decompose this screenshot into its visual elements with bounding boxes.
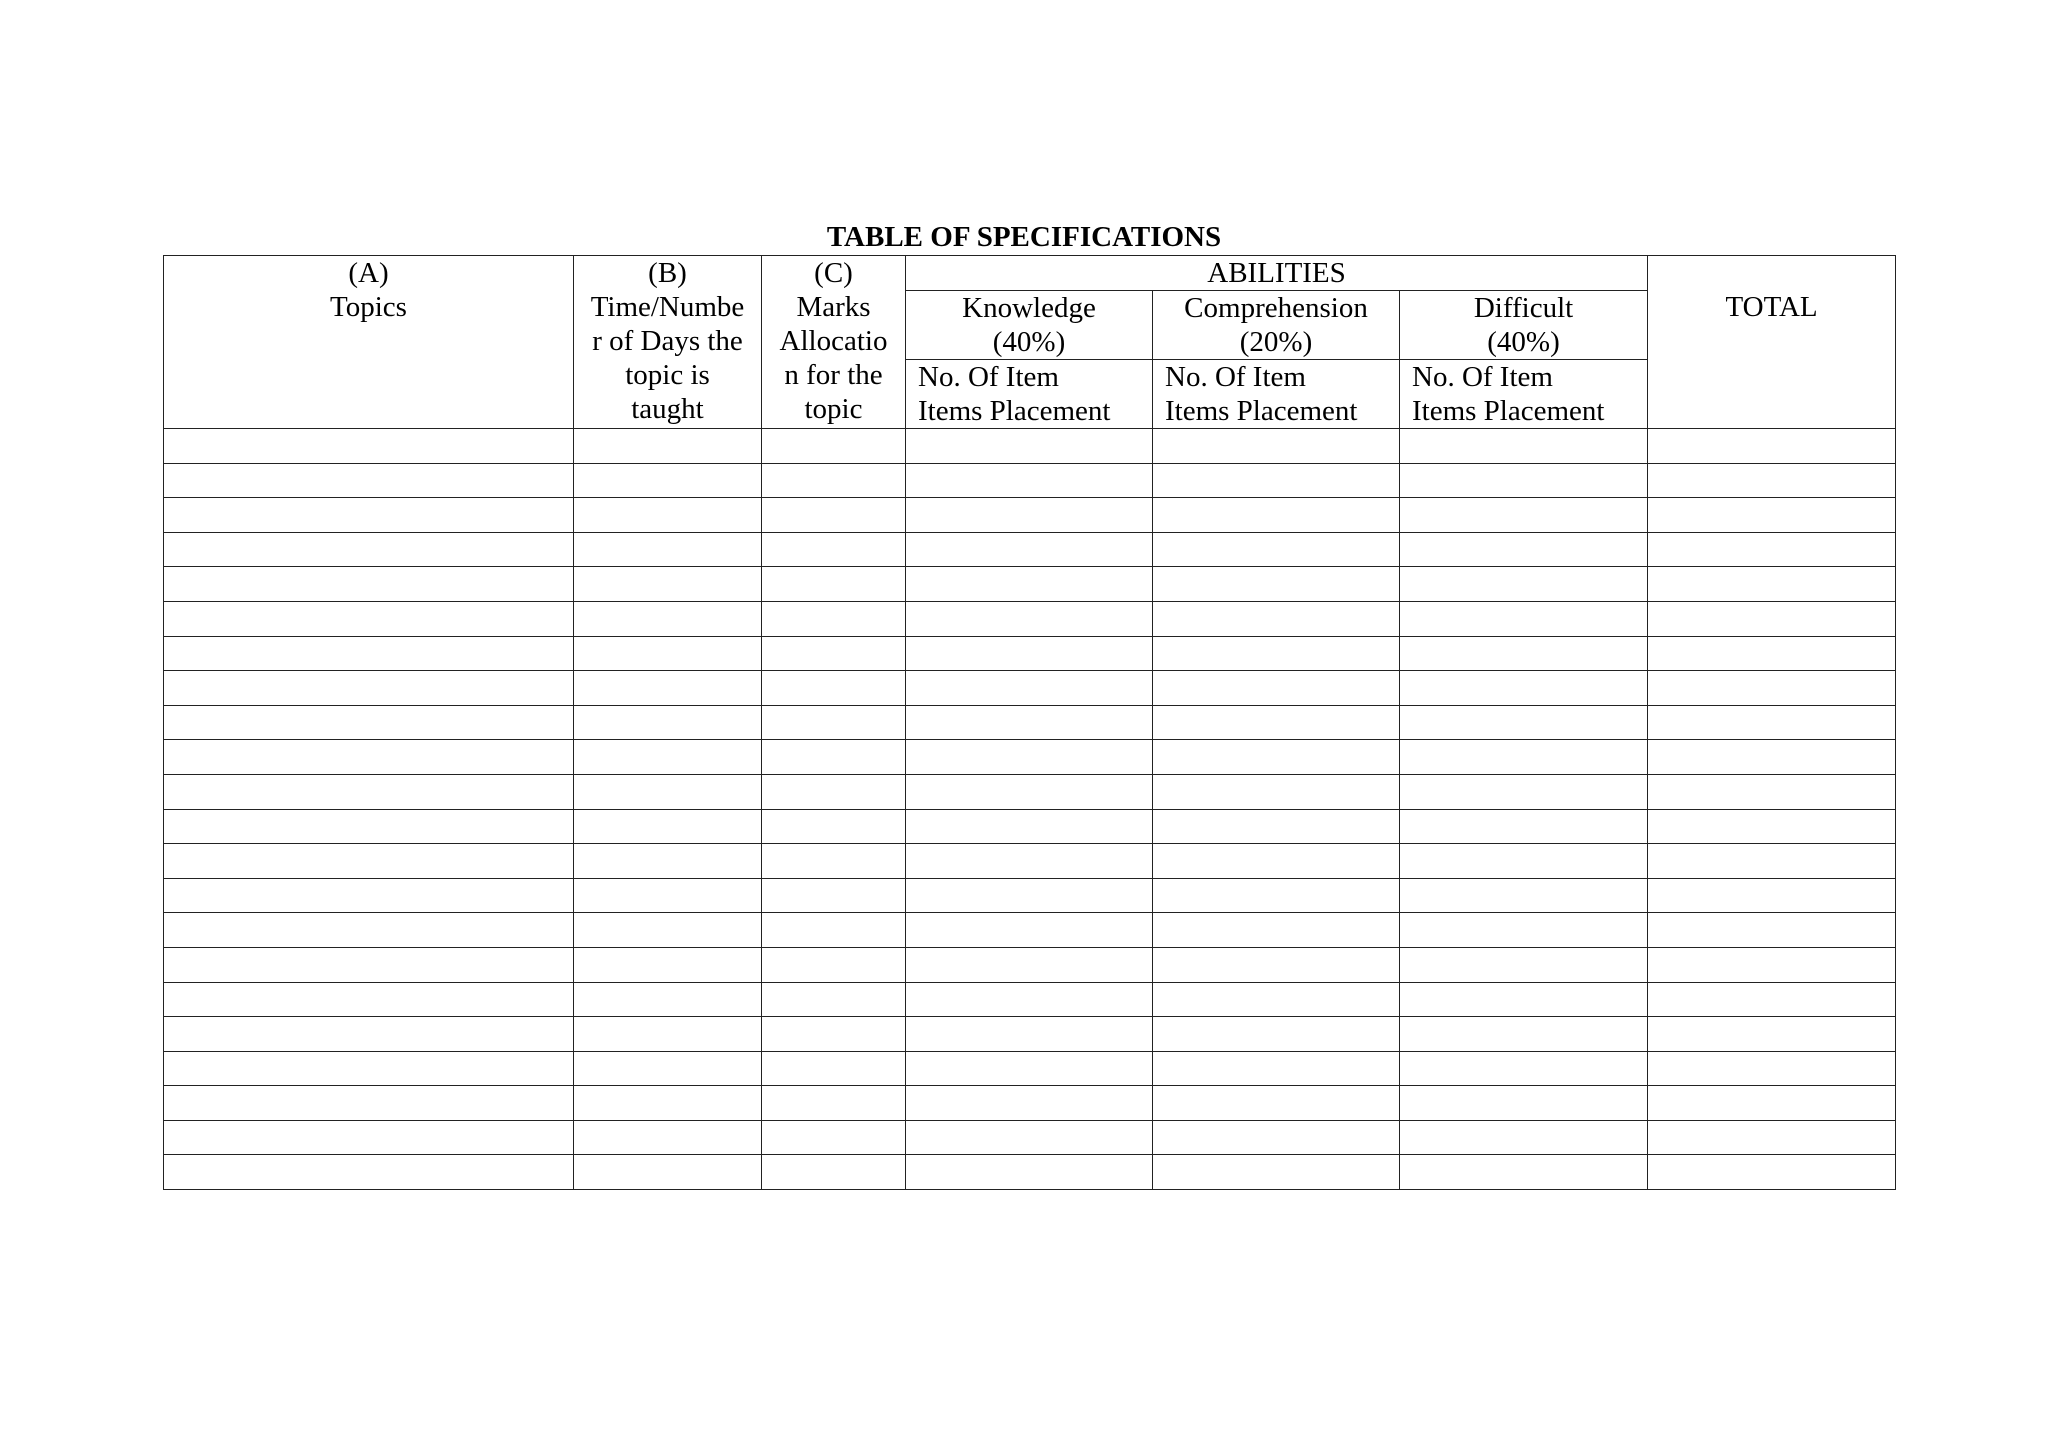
table-cell[interactable] [1400, 671, 1648, 706]
table-cell[interactable] [762, 947, 906, 982]
comprehension-sub-1: No. Of Item [1165, 361, 1306, 393]
table-cell[interactable] [574, 498, 762, 533]
header-marks-line-1: Marks [796, 291, 871, 323]
table-row [164, 982, 1896, 1017]
table-row [164, 947, 1896, 982]
knowledge-subheader [906, 360, 1153, 429]
table-cell[interactable] [1400, 1120, 1648, 1155]
header-topics-label: Topics [330, 291, 407, 323]
header-topics [164, 256, 574, 429]
table-row [164, 429, 1896, 464]
table-cell[interactable] [906, 844, 1153, 879]
table-cell[interactable] [574, 913, 762, 948]
table-cell[interactable] [164, 498, 574, 533]
header-time-line-2: r of Days the [592, 325, 743, 357]
table-cell[interactable] [1400, 1155, 1648, 1190]
table-cell[interactable] [164, 878, 574, 913]
table-row [164, 740, 1896, 775]
table-row [164, 1120, 1896, 1155]
table-cell[interactable] [164, 774, 574, 809]
table-row [164, 498, 1896, 533]
table-cell[interactable] [164, 429, 574, 464]
header-marks-letter: (C) [814, 257, 853, 289]
table-cell[interactable] [1648, 1086, 1896, 1121]
difficult-name: Difficult [1473, 292, 1574, 324]
table-cell[interactable] [164, 601, 574, 636]
table-cell[interactable] [164, 913, 574, 948]
table-cell[interactable] [906, 1086, 1153, 1121]
table-cell[interactable] [1400, 913, 1648, 948]
table-cell[interactable] [164, 1120, 574, 1155]
table-cell[interactable] [1648, 1051, 1896, 1086]
table-cell[interactable] [762, 1120, 906, 1155]
table-cell[interactable] [574, 463, 762, 498]
table-cell[interactable] [906, 532, 1153, 567]
table-cell[interactable] [164, 1086, 574, 1121]
table-cell[interactable] [762, 567, 906, 602]
header-knowledge [906, 291, 1153, 360]
table-cell[interactable] [906, 1051, 1153, 1086]
table-cell[interactable] [906, 740, 1153, 775]
header-abilities: ABILITIES [906, 256, 1648, 291]
table-cell[interactable] [164, 567, 574, 602]
difficult-subheader [1400, 360, 1648, 429]
table-cell[interactable] [1400, 532, 1648, 567]
table-cell[interactable] [164, 636, 574, 671]
comprehension-subheader [1153, 360, 1400, 429]
table-cell[interactable] [574, 601, 762, 636]
table-cell[interactable] [1153, 878, 1400, 913]
table-cell[interactable] [1648, 982, 1896, 1017]
table-cell[interactable] [906, 429, 1153, 464]
table-cell[interactable] [1400, 1017, 1648, 1052]
table-cell[interactable] [1648, 671, 1896, 706]
table-row [164, 809, 1896, 844]
table-cell[interactable] [574, 532, 762, 567]
table-cell[interactable] [1648, 567, 1896, 602]
table-cell[interactable] [1400, 567, 1648, 602]
header-time-letter: (B) [648, 257, 687, 289]
table-cell[interactable] [906, 1120, 1153, 1155]
table-cell[interactable] [1153, 601, 1400, 636]
table-cell[interactable] [1400, 844, 1648, 879]
table-cell[interactable] [574, 1051, 762, 1086]
table-cell[interactable] [906, 498, 1153, 533]
table-cell[interactable] [906, 878, 1153, 913]
table-cell[interactable] [1400, 809, 1648, 844]
table-row [164, 601, 1896, 636]
table-cell[interactable] [1400, 429, 1648, 464]
table-cell[interactable] [906, 567, 1153, 602]
table-cell[interactable] [762, 1017, 906, 1052]
difficult-percent: (40%) [1487, 326, 1560, 358]
table-cell[interactable] [1153, 1120, 1400, 1155]
table-row [164, 463, 1896, 498]
table-body [164, 429, 1896, 1190]
table-row [164, 567, 1896, 602]
table-cell[interactable] [906, 463, 1153, 498]
table-cell[interactable] [164, 1017, 574, 1052]
table-cell[interactable] [762, 1051, 906, 1086]
difficult-sub-1: No. Of Item [1412, 361, 1553, 393]
table-cell[interactable] [574, 740, 762, 775]
header-marks-line-4: topic [804, 393, 863, 425]
header-comprehension [1153, 291, 1400, 360]
table-cell[interactable] [906, 601, 1153, 636]
table-cell[interactable] [906, 636, 1153, 671]
table-row [164, 1086, 1896, 1121]
table-cell[interactable] [1400, 1086, 1648, 1121]
table-cell[interactable] [762, 429, 906, 464]
table-cell[interactable] [906, 1017, 1153, 1052]
table-cell[interactable] [762, 913, 906, 948]
table-cell[interactable] [762, 671, 906, 706]
table-cell[interactable] [762, 774, 906, 809]
table-row [164, 1155, 1896, 1190]
table-cell[interactable] [1648, 774, 1896, 809]
table-cell[interactable] [1648, 809, 1896, 844]
table-cell[interactable] [1400, 774, 1648, 809]
table-row [164, 532, 1896, 567]
table-cell[interactable] [762, 844, 906, 879]
table-cell[interactable] [1153, 774, 1400, 809]
table-cell[interactable] [1153, 740, 1400, 775]
table-row [164, 774, 1896, 809]
difficult-sub-2: Items Placement [1412, 395, 1605, 427]
table-cell[interactable] [1648, 1155, 1896, 1190]
table-cell[interactable] [574, 982, 762, 1017]
table-cell[interactable] [574, 1155, 762, 1190]
comprehension-sub-2: Items Placement [1165, 395, 1358, 427]
header-difficult [1400, 291, 1648, 360]
table-row [164, 1017, 1896, 1052]
table-cell[interactable] [762, 1155, 906, 1190]
table-row [164, 844, 1896, 879]
specifications-table [163, 255, 1896, 1190]
table-cell[interactable] [1153, 1017, 1400, 1052]
table-cell[interactable] [1153, 463, 1400, 498]
table-cell[interactable] [164, 671, 574, 706]
table-cell[interactable] [1153, 671, 1400, 706]
table-cell[interactable] [762, 463, 906, 498]
table-cell[interactable] [1400, 601, 1648, 636]
table-cell[interactable] [574, 774, 762, 809]
table-cell[interactable] [1400, 740, 1648, 775]
table-cell[interactable] [1648, 601, 1896, 636]
table-cell[interactable] [1648, 429, 1896, 464]
table-cell[interactable] [1648, 913, 1896, 948]
comprehension-percent: (20%) [1239, 326, 1313, 358]
table-cell[interactable] [164, 947, 574, 982]
table-row [164, 671, 1896, 706]
table-cell[interactable] [906, 809, 1153, 844]
table-cell[interactable] [1400, 705, 1648, 740]
table-cell[interactable] [164, 1051, 574, 1086]
header-topics-letter: (A) [348, 257, 389, 289]
table-cell[interactable] [1648, 498, 1896, 533]
header-time-days [574, 256, 762, 429]
table-cell[interactable] [1648, 705, 1896, 740]
table-cell[interactable] [1400, 636, 1648, 671]
table-cell[interactable] [762, 740, 906, 775]
header-marks-line-3: n for the [784, 359, 883, 391]
table-cell[interactable] [906, 913, 1153, 948]
table-cell[interactable] [1153, 429, 1400, 464]
table-cell[interactable] [1648, 947, 1896, 982]
table-cell[interactable] [1153, 947, 1400, 982]
header-row-1 [164, 256, 1896, 291]
table-cell[interactable] [1153, 982, 1400, 1017]
header-marks-line-2: Allocatio [779, 325, 888, 357]
table-cell[interactable] [762, 532, 906, 567]
table-cell[interactable] [906, 1155, 1153, 1190]
table-cell[interactable] [1400, 1051, 1648, 1086]
table-cell[interactable] [574, 429, 762, 464]
table-row [164, 705, 1896, 740]
table-cell[interactable] [164, 705, 574, 740]
table-cell[interactable] [1153, 809, 1400, 844]
table-cell[interactable] [1153, 532, 1400, 567]
table-cell[interactable] [762, 1086, 906, 1121]
table-cell[interactable] [762, 982, 906, 1017]
table-cell[interactable] [1153, 844, 1400, 879]
table-cell[interactable] [1648, 463, 1896, 498]
table-cell[interactable] [164, 740, 574, 775]
table-cell[interactable] [906, 671, 1153, 706]
table-cell[interactable] [574, 1086, 762, 1121]
table-cell[interactable] [164, 809, 574, 844]
table-cell[interactable] [164, 982, 574, 1017]
table-cell[interactable] [164, 844, 574, 879]
header-time-line-3: topic is [625, 359, 710, 391]
table-cell[interactable] [1648, 532, 1896, 567]
table-cell[interactable] [762, 878, 906, 913]
table-cell[interactable] [1153, 1051, 1400, 1086]
table-cell[interactable] [1153, 705, 1400, 740]
header-time-line-4: taught [631, 393, 704, 425]
table-cell[interactable] [1648, 1017, 1896, 1052]
table-row [164, 878, 1896, 913]
table-row [164, 1051, 1896, 1086]
table-cell[interactable] [574, 567, 762, 602]
header-total: TOTAL [1648, 256, 1896, 429]
table-cell[interactable] [1153, 1155, 1400, 1190]
table-cell[interactable] [1153, 913, 1400, 948]
table-cell[interactable] [762, 498, 906, 533]
comprehension-name: Comprehension [1184, 292, 1368, 324]
table-cell[interactable] [1400, 982, 1648, 1017]
table-row [164, 913, 1896, 948]
knowledge-sub-2: Items Placement [918, 395, 1111, 427]
table-cell[interactable] [164, 532, 574, 567]
table-cell[interactable] [1400, 463, 1648, 498]
table-cell[interactable] [574, 1017, 762, 1052]
table-cell[interactable] [1153, 636, 1400, 671]
table-cell[interactable] [1153, 498, 1400, 533]
table-cell[interactable] [906, 705, 1153, 740]
table-cell[interactable] [574, 671, 762, 706]
table-cell[interactable] [1648, 878, 1896, 913]
table-cell[interactable] [906, 982, 1153, 1017]
table-cell[interactable] [164, 1155, 574, 1190]
table-cell[interactable] [574, 947, 762, 982]
table-cell[interactable] [1648, 636, 1896, 671]
table-cell[interactable] [1400, 878, 1648, 913]
table-cell[interactable] [906, 947, 1153, 982]
table-cell[interactable] [1648, 740, 1896, 775]
page-title: TABLE OF SPECIFICATIONS [826, 221, 1222, 253]
table-cell[interactable] [1153, 1086, 1400, 1121]
knowledge-sub-1: No. Of Item [918, 361, 1059, 393]
table-cell[interactable] [1648, 1120, 1896, 1155]
table-cell[interactable] [1400, 498, 1648, 533]
table-row [164, 636, 1896, 671]
table-cell[interactable] [1400, 947, 1648, 982]
knowledge-name: Knowledge [962, 292, 1096, 324]
table-cell[interactable] [906, 774, 1153, 809]
table-cell[interactable] [574, 844, 762, 879]
table-cell[interactable] [574, 809, 762, 844]
knowledge-percent: (40%) [992, 326, 1066, 358]
table-cell[interactable] [762, 601, 906, 636]
table-cell[interactable] [574, 705, 762, 740]
table-cell[interactable] [762, 636, 906, 671]
table-cell[interactable] [1153, 567, 1400, 602]
table-cell[interactable] [164, 463, 574, 498]
header-time-line-1: Time/Numbe [590, 291, 745, 323]
table-cell[interactable] [762, 809, 906, 844]
table-cell[interactable] [574, 636, 762, 671]
table-cell[interactable] [1648, 844, 1896, 879]
table-cell[interactable] [574, 878, 762, 913]
header-marks-allocation [762, 256, 906, 429]
table-cell[interactable] [762, 705, 906, 740]
table-cell[interactable] [574, 1120, 762, 1155]
